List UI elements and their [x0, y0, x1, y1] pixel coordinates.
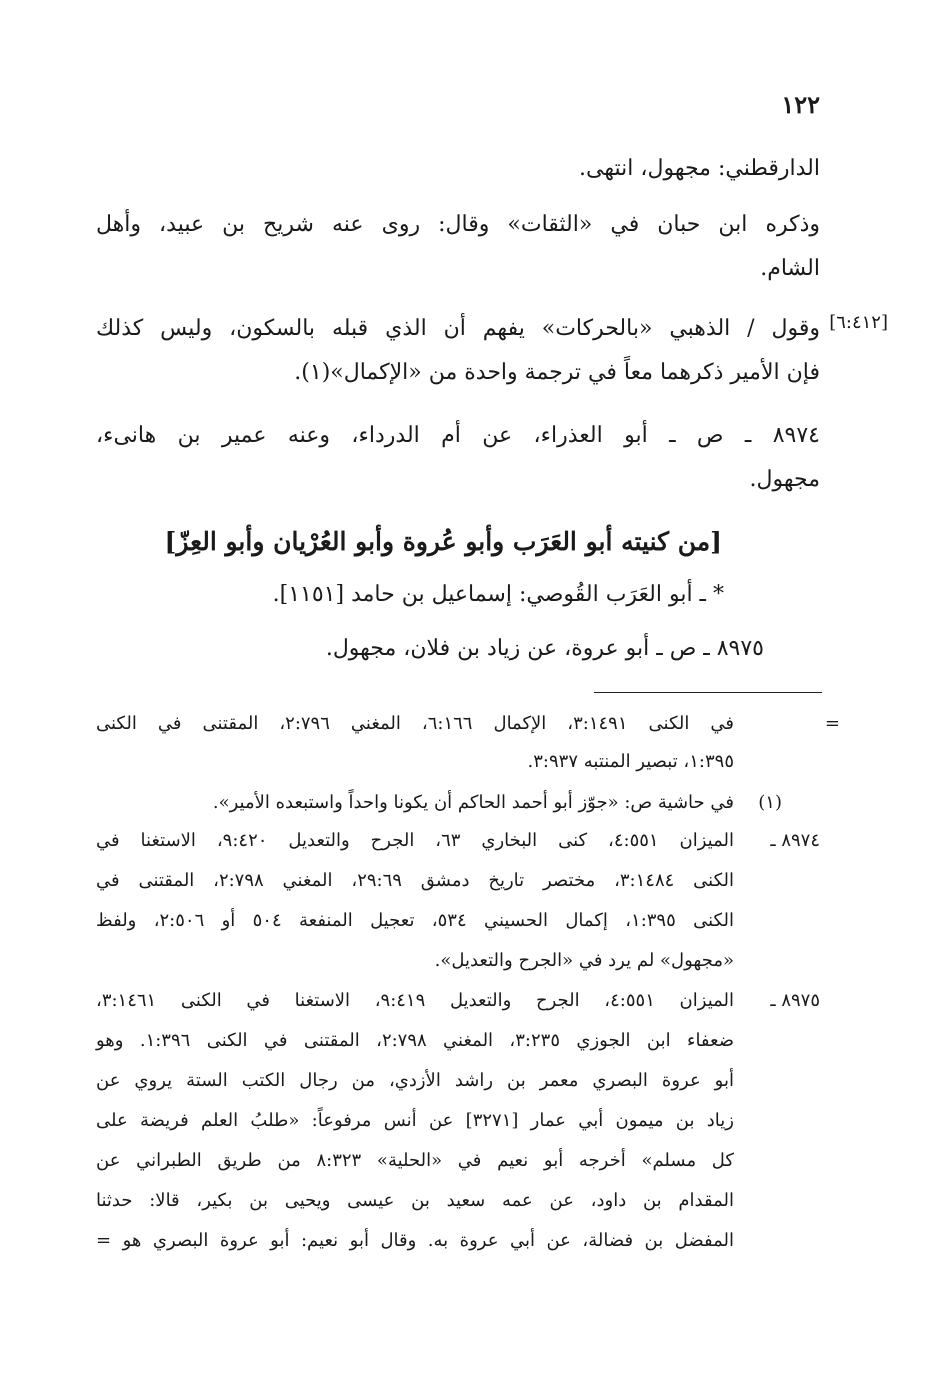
main-line: وذكره ابن حبان في «الثقات» وقال: روى عنه شريح بن عبيد، وأهل — [96, 212, 820, 237]
main-line: الشام. — [760, 256, 820, 281]
footnote-line: ١:٣٩٥، تبصير المنتبه ٣:٩٣٧. — [527, 751, 734, 772]
entry-line: ٨٩٧٥ ـ ص ـ أبو عروة، عن زياد بن فلان، مجهول. — [325, 636, 764, 661]
entry-line: * ـ أبو العَرَب القُوصي: إسماعيل بن حامد [١١٥١]. — [272, 582, 724, 607]
page-number: ١٢٢ — [781, 90, 820, 119]
footnote-marker: ٨٩٧٥ ـ — [770, 990, 820, 1011]
footnote-marker: (١) — [758, 792, 782, 813]
footnote-line: المفضل بن فضالة، عن أبي عروة به. وقال أبو نعيم: أبو عروة البصري هو = — [96, 1230, 734, 1251]
main-line: ٨٩٧٤ ـ ص ـ أبو العذراء، عن أم الدرداء، وعنه عمير بن هانىء، — [96, 423, 820, 448]
footnote-rule — [594, 692, 822, 693]
footnote-line: الكنى ٣:١٤٨٤، مختصر تاريخ دمشق ٢٩:٦٩، المغني ٢:٧٩٨، المقتنى في — [96, 870, 734, 891]
footnote-line: كل مسلم» أخرجه أبو نعيم في «الحلية» ٨:٣٢٣ من طريق الطبراني عن — [96, 1150, 734, 1171]
footnote-line: في حاشية ص: «جوّز أبو أحمد الحاكم أن يكونا واحداً واستبعده الأمير». — [212, 792, 734, 813]
continuation-marker: = — [824, 713, 840, 734]
section-heading: [من كنيته أبو العَرَب وأبو عُروة وأبو العُرْيان وأبو العِزّ] — [164, 527, 722, 556]
footnote-line: المقدام بن داود، عن عمه سعيد بن عيسى ويحيى بن بكير، قالا: حدثنا — [96, 1190, 734, 1211]
footnote-line: ضعفاء ابن الجوزي ٣:٢٣٥، المغني ٢:٧٩٨، المقتنى في الكنى ١:٣٩٦. وهو — [96, 1030, 735, 1051]
footnote-line: زياد بن ميمون أبي عمار [٣٢٧١] عن أنس مرفوعاً: «طلبُ العلم فريضة على — [96, 1110, 734, 1131]
footnote-line: الميزان ٤:٥٥١، الجرح والتعديل ٩:٤١٩، الاستغنا في الكنى ٣:١٤٦١، — [96, 990, 735, 1011]
footnote-line: في الكنى ٣:١٤٩١، الإكمال ٦:١٦٦، المغني ٢:٧٩٦، المقتنى في الكنى — [96, 713, 734, 734]
main-line: مجهول. — [749, 467, 820, 492]
footnote-line: الكنى ١:٣٩٥، إكمال الحسيني ٥٣٤، تعجيل المنفعة ٥٠٤ أو ٢:٥٠٦، ولفظ — [96, 910, 734, 931]
footnote-line: الميزان ٤:٥٥١، كنى البخاري ٦٣، الجرح والتعديل ٩:٤٢٠، الاستغنا في — [96, 830, 735, 851]
main-line: الدارقطني: مجهول، انتهى. — [579, 156, 820, 181]
footnote-line: أبو عروة البصري معمر بن راشد الأزدي، من رجال الكتب الستة يروي عن — [96, 1070, 734, 1091]
footnote-line: «مجهول» لم يرد في «الجرح والتعديل». — [434, 950, 734, 971]
main-line: فإن الأمير ذكرهما معاً في ترجمة واحدة من «الإكمال»(١). — [294, 360, 820, 385]
main-line: وقول / الذهبي «بالحركات» يفهم أن الذي قبله بالسكون، وليس كذلك — [96, 316, 820, 341]
margin-reference: [٦:٤١٢] — [829, 312, 888, 333]
footnote-marker: ٨٩٧٤ ـ — [770, 830, 820, 851]
